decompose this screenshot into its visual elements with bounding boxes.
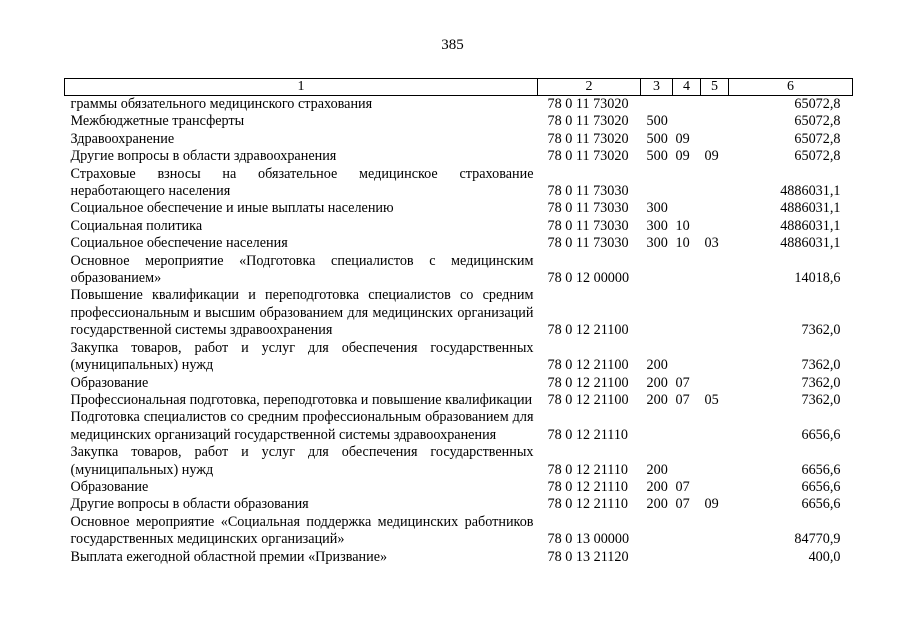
row-name-cell: Образование: [70, 374, 149, 391]
row-code-cell: 78 0 12 21100: [547, 322, 629, 339]
row-amount-cell: 7362,0: [801, 322, 841, 339]
table-row: [65, 218, 853, 235]
row-expense-type-cell: 200: [646, 391, 668, 408]
table-row: [65, 235, 853, 252]
row-amount-cell: 7362,0: [801, 374, 841, 391]
table-row: [65, 409, 853, 444]
table-row: [65, 200, 853, 217]
row-subsection-cell: [701, 479, 729, 496]
row-expense-type-cell: [641, 409, 673, 444]
row-subsection-cell: 05: [704, 391, 719, 408]
row-code-cell: 78 0 11 73030: [547, 200, 629, 217]
table-header: [65, 79, 853, 96]
table-body: [65, 96, 853, 566]
row-subsection-cell: [701, 131, 729, 148]
row-amount-cell: 4886031,1: [780, 200, 841, 217]
row-amount-cell: 7362,0: [801, 391, 841, 408]
row-amount-cell: 7362,0: [801, 357, 841, 374]
row-section-cell: [673, 96, 701, 114]
row-amount-cell: 4886031,1: [780, 235, 841, 252]
row-amount-cell: 84770,9: [794, 531, 841, 548]
row-section-cell: [673, 549, 701, 566]
row-name-cell: Закупка товаров, работ и услуг для обеспечения государственных (муниципальных) нужд: [70, 444, 534, 478]
row-subsection-cell: [701, 444, 729, 479]
row-name-cell: Социальная политика: [70, 217, 203, 234]
row-code-cell: 78 0 12 21100: [547, 357, 629, 374]
row-name-cell: Выплата ежегодной областной премии «Призвание»: [70, 548, 388, 565]
row-name-cell: Основное мероприятие «Подготовка специалистов с медицинским образованием»: [70, 252, 534, 287]
column-header-amount: 6: [729, 79, 853, 96]
row-expense-type-cell: [641, 166, 673, 201]
table-row: [65, 96, 853, 114]
row-section-cell: [673, 444, 701, 479]
row-name-cell: Социальное обеспечение и иные выплаты населению: [70, 200, 394, 217]
row-code-cell: 78 0 12 21100: [547, 374, 629, 391]
column-header-section: 4: [673, 79, 701, 96]
row-expense-type-cell: 300: [646, 200, 668, 217]
row-subsection-cell: [701, 287, 729, 339]
row-section-cell: 07: [675, 496, 690, 513]
row-section-cell: [673, 166, 701, 201]
row-amount-cell: 6656,6: [801, 461, 841, 478]
table-row: [65, 444, 853, 479]
row-subsection-cell: [701, 514, 729, 549]
row-code-cell: 78 0 13 00000: [547, 531, 630, 548]
table-row: [65, 496, 853, 513]
column-header-code: 2: [538, 79, 641, 96]
row-expense-type-cell: 300: [646, 217, 668, 234]
row-subsection-cell: 09: [704, 148, 719, 165]
row-expense-type-cell: [641, 96, 673, 114]
row-amount-cell: 65072,8: [794, 148, 841, 165]
row-name-cell: Социальное обеспечение населения: [70, 235, 288, 252]
row-code-cell: 78 0 11 73020: [547, 148, 629, 165]
row-expense-type-cell: 200: [646, 357, 668, 374]
budget-table-container: [64, 78, 852, 566]
row-section-cell: [673, 253, 701, 288]
table-row: [65, 287, 853, 339]
row-subsection-cell: [701, 96, 729, 114]
row-amount-cell: 65072,8: [794, 113, 841, 130]
row-section-cell: 10: [675, 217, 690, 234]
row-code-cell: 78 0 11 73020: [547, 130, 629, 147]
row-section-cell: 10: [675, 235, 690, 252]
row-subsection-cell: [701, 340, 729, 375]
column-header-name: 1: [65, 79, 538, 96]
row-amount-cell: 65072,8: [794, 130, 841, 147]
row-subsection-cell: 03: [704, 235, 719, 252]
row-name-cell: Повышение квалификации и переподготовка специалистов со средним профессиональным и высшим образованием для медицинских организаций государственной системы здравоохранения: [70, 287, 534, 339]
row-name-cell: Межбюджетные трансферты: [70, 113, 245, 130]
row-expense-type-cell: [641, 514, 673, 549]
row-code-cell: 78 0 12 21100: [547, 391, 629, 408]
row-amount-cell: 4886031,1: [780, 183, 841, 200]
row-subsection-cell: [701, 218, 729, 235]
row-amount-cell: 6656,6: [801, 496, 841, 513]
row-section-cell: [673, 113, 701, 130]
row-amount-cell: 65072,8: [794, 96, 841, 112]
row-code-cell: 78 0 11 73030: [547, 235, 629, 252]
row-expense-type-cell: 200: [646, 496, 668, 513]
row-subsection-cell: 09: [704, 496, 719, 513]
row-code-cell: 78 0 11 73030: [547, 183, 629, 200]
row-section-cell: 07: [675, 391, 690, 408]
row-name-cell: Подготовка специалистов со средним профессиональным образованием для медицинских организаций государственной системы здравоохранения: [70, 409, 534, 443]
row-amount-cell: 6656,6: [801, 426, 841, 443]
row-code-cell: 78 0 12 21110: [547, 496, 629, 513]
row-amount-cell: 4886031,1: [780, 217, 841, 234]
row-subsection-cell: [701, 166, 729, 201]
table-row: [65, 113, 853, 130]
row-section-cell: 09: [675, 130, 690, 147]
table-row: [65, 392, 853, 409]
table-row: [65, 340, 853, 375]
row-name-cell: Страховые взносы на обязательное медицинское страхование неработающего населения: [70, 165, 534, 200]
table-row: [65, 514, 853, 549]
table-row: [65, 166, 853, 201]
row-code-cell: 78 0 11 73020: [547, 96, 629, 112]
row-expense-type-cell: [641, 253, 673, 288]
row-code-cell: 78 0 11 73030: [547, 217, 629, 234]
row-code-cell: 78 0 13 21120: [547, 548, 629, 565]
row-subsection-cell: [701, 375, 729, 392]
header-row: [65, 79, 853, 96]
row-expense-type-cell: 200: [646, 478, 668, 495]
table-row: [65, 253, 853, 288]
row-code-cell: 78 0 12 00000: [547, 270, 630, 287]
table-row: [65, 131, 853, 148]
row-name-cell: Закупка товаров, работ и услуг для обеспечения государственных (муниципальных) нужд: [70, 339, 534, 374]
row-code-cell: 78 0 11 73020: [547, 113, 629, 130]
row-expense-type-cell: 500: [646, 130, 668, 147]
row-section-cell: 07: [675, 478, 690, 495]
row-section-cell: [673, 409, 701, 444]
row-expense-type-cell: [641, 549, 673, 566]
table-row: [65, 549, 853, 566]
table-row: [65, 375, 853, 392]
row-section-cell: 09: [675, 148, 690, 165]
row-name-cell: Другие вопросы в области образования: [70, 496, 309, 513]
row-expense-type-cell: 500: [646, 113, 668, 130]
row-name-cell: Здравоохранение: [70, 130, 175, 147]
row-amount-cell: 400,0: [808, 548, 841, 565]
row-section-cell: [673, 514, 701, 549]
table-row: [65, 479, 853, 496]
row-section-cell: [673, 340, 701, 375]
row-expense-type-cell: 500: [646, 148, 668, 165]
row-name-cell: Профессиональная подготовка, переподготовка и повышение квалификации: [70, 391, 533, 408]
row-subsection-cell: [701, 549, 729, 566]
row-expense-type-cell: 200: [646, 461, 668, 478]
row-subsection-cell: [701, 253, 729, 288]
row-subsection-cell: [701, 409, 729, 444]
row-expense-type-cell: 300: [646, 235, 668, 252]
row-code-cell: 78 0 12 21110: [547, 478, 629, 495]
page-number: 385: [441, 37, 464, 53]
row-code-cell: 78 0 12 21110: [547, 461, 629, 478]
row-subsection-cell: [701, 113, 729, 130]
column-header-expense-type: 3: [641, 79, 673, 96]
row-name-cell: Образование: [70, 478, 149, 495]
row-expense-type-cell: [641, 287, 673, 339]
row-name-cell: граммы обязательного медицинского страхования: [70, 96, 373, 112]
row-amount-cell: 6656,6: [801, 478, 841, 495]
row-expense-type-cell: 200: [646, 374, 668, 391]
row-amount-cell: 14018,6: [794, 270, 841, 287]
table-row: [65, 148, 853, 165]
row-section-cell: [673, 200, 701, 217]
row-subsection-cell: [701, 200, 729, 217]
row-code-cell: 78 0 12 21110: [547, 426, 629, 443]
row-section-cell: [673, 287, 701, 339]
budget-table: [64, 78, 853, 566]
row-section-cell: 07: [675, 374, 690, 391]
column-header-subsection: 5: [701, 79, 729, 96]
row-name-cell: Другие вопросы в области здравоохранения: [70, 148, 337, 165]
row-name-cell: Основное мероприятие «Социальная поддержка медицинских работников государственных медицинских организаций»: [70, 513, 534, 548]
